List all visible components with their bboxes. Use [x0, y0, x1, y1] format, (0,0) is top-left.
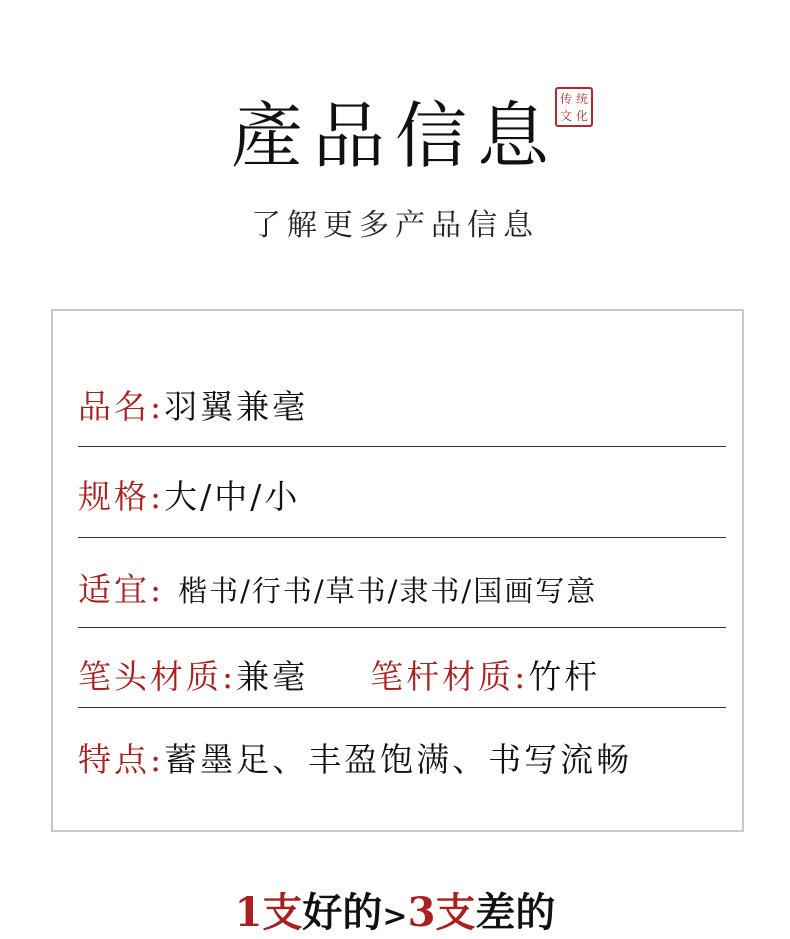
- spec-row-size: [78, 471, 726, 518]
- seal-char: 统: [575, 91, 588, 106]
- use-label: 适宜:: [78, 570, 165, 609]
- feature-value: 蓄墨足、丰盈饱满、书写流畅: [164, 740, 633, 779]
- divider: [78, 446, 726, 447]
- seal-char: 化: [575, 108, 588, 123]
- page-subtitle: 了解更多产品信息: [251, 208, 539, 243]
- feature-label: 特点:: [78, 740, 165, 779]
- divider: [78, 537, 726, 538]
- seal-char: 文: [559, 108, 572, 123]
- tip-label: 笔头材质:: [78, 657, 237, 696]
- slogan-zhi-2: 支: [435, 889, 476, 936]
- slogan-text-good: 好的: [302, 889, 383, 936]
- name-value: 羽翼兼毫: [164, 387, 309, 426]
- seal-stamp: [555, 87, 593, 127]
- slogan-text-bad: 差的: [475, 889, 556, 936]
- shaft-value: 竹杆: [528, 657, 601, 696]
- product-spec-card: [51, 309, 744, 832]
- slogan: [0, 889, 790, 936]
- slogan-number-3: 3: [407, 889, 436, 936]
- size-value: 大/中/小: [164, 477, 301, 516]
- slogan-greater-than: >: [382, 899, 408, 934]
- tip-value: 兼毫: [236, 657, 309, 696]
- spec-row-material: [78, 651, 726, 698]
- spec-row-name: [78, 381, 726, 428]
- name-label: 品名:: [78, 387, 165, 426]
- page-title: 產品信息: [230, 94, 559, 178]
- slogan-number-1: 1: [234, 889, 263, 936]
- seal-char: 传: [559, 91, 572, 106]
- use-value: 楷书/行书/草书/隶书/国画写意: [178, 574, 598, 608]
- slogan-zhi-1: 支: [262, 889, 303, 936]
- shaft-label: 笔杆材质:: [370, 657, 529, 696]
- divider: [78, 627, 726, 628]
- spec-row-feature: [78, 734, 726, 781]
- divider: [78, 707, 726, 708]
- spec-row-use: [78, 564, 726, 611]
- size-label: 规格:: [78, 477, 165, 516]
